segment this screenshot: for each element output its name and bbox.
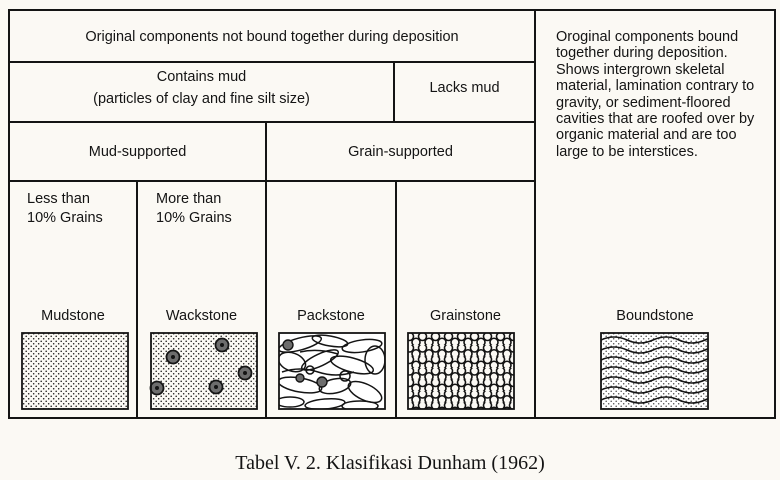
mud-supported-label: Mud-supported — [88, 144, 187, 160]
rock-name-grainstone: Grainstone — [430, 308, 501, 324]
grain-supported-label: Grain-supported — [348, 144, 453, 160]
less-than-label: Less than — [27, 191, 90, 207]
rock-name-boundstone: Boundstone — [616, 308, 694, 324]
header-unbound-components: Original components not bound together during deposition — [85, 29, 459, 45]
less-than-percent: 10% Grains — [27, 210, 103, 226]
contains-mud-label: Contains mud — [156, 69, 247, 85]
grainstone-texture — [408, 333, 514, 409]
packstone-texture — [276, 333, 385, 411]
lacks-mud-label: Lacks mud — [429, 80, 500, 96]
rock-name-mudstone: Mudstone — [41, 308, 105, 324]
more-than-percent: 10% Grains — [156, 210, 232, 226]
mudstone-texture — [22, 333, 128, 409]
rock-name-wackstone: Wackstone — [165, 308, 238, 324]
boundstone-texture — [601, 333, 731, 409]
boundstone-description: Oroginal components bound together during deposition. Shows intergrown skeletal material, lamination contrary to gravity, or sediment-floored cavities that are roofed over by organic material and are too large to be interstices. — [556, 29, 755, 160]
figure-caption: Tabel V. 2. Klasifikasi Dunham (1962) — [235, 452, 545, 474]
wackstone-texture — [151, 333, 258, 409]
contains-mud-subtitle: (particles of clay and fine silt size) — [93, 91, 310, 107]
more-than-label: More than — [156, 191, 222, 207]
rock-name-packstone: Packstone — [297, 308, 365, 324]
